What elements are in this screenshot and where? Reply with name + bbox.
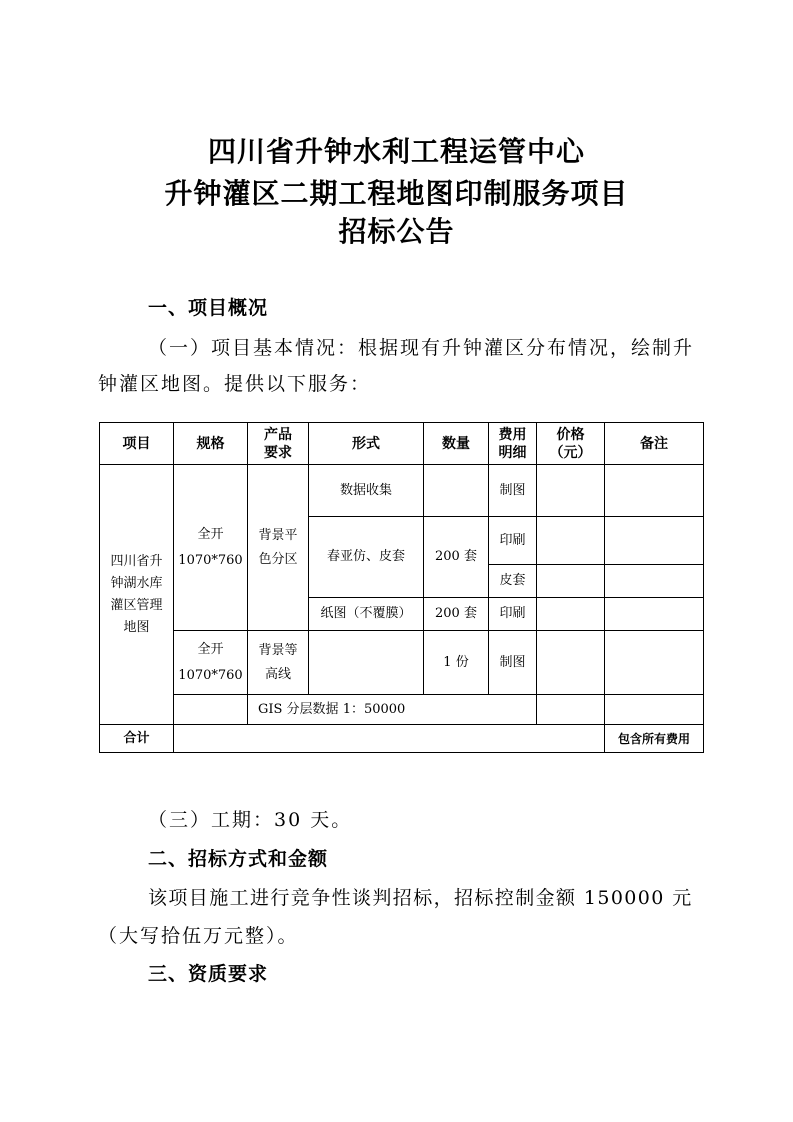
group2-qty: 1 份: [424, 631, 489, 695]
table-header-row: [100, 423, 704, 465]
service-table: [99, 422, 704, 753]
header-spec: 规格: [174, 423, 248, 465]
paper-form: 纸图（不覆膜）: [309, 598, 424, 631]
header-cost-detail: 费用明细: [489, 423, 537, 465]
paper-fee: 印刷: [489, 598, 537, 631]
section-2-line-1: 该项目施工进行竞争性谈判招标，招标控制金额 150000 元: [148, 887, 693, 909]
group1-spec-a: 全开: [197, 526, 224, 542]
spring-note-cover: [605, 565, 704, 598]
table-row: [100, 631, 704, 695]
group2-form: [309, 631, 424, 695]
spring-fee-cover: 皮套: [489, 565, 537, 598]
group2-requirement-cell: 背景等高线: [248, 631, 309, 695]
section-1-sub1-line-1: （一）项目基本情况：根据现有升钟灌区分布情况，绘制升: [148, 337, 695, 359]
group2-spec-b: 1070*760: [178, 667, 243, 683]
gis-price: [537, 695, 605, 725]
header-price: 价格（元）: [537, 423, 605, 465]
construction-period: （三）工期：30 天。: [148, 809, 353, 831]
project-name-cell: 四川省升钟湖水库灌区管理地图: [100, 465, 174, 725]
section-2-line-2: （大写拾伍万元整）。: [98, 925, 299, 947]
spring-price-cover: [537, 565, 605, 598]
group1-requirement-cell: 背景平色分区: [248, 465, 309, 631]
spring-note-print: [605, 517, 704, 565]
data-collection-qty: [424, 465, 489, 517]
title-line-1: 四川省升钟水利工程运管中心: [207, 135, 585, 168]
gis-note: [605, 695, 704, 725]
data-collection-form: 数据收集: [309, 465, 424, 517]
title-line-2: 升钟灌区二期工程地图印制服务项目: [164, 177, 629, 210]
spring-qty: 200 套: [424, 517, 489, 598]
header-requirement: 产品要求: [248, 423, 309, 465]
spring-form: 春亚仿、皮套: [309, 517, 424, 598]
group2-spec-cell: [174, 631, 248, 695]
title-line-3: 招标公告: [338, 215, 455, 248]
total-amount: [174, 725, 605, 753]
section-1-heading: 一、项目概况: [148, 297, 269, 319]
group1-spec-b: 1070*760: [178, 552, 243, 568]
data-collection-note: [605, 465, 704, 517]
table-row: [100, 695, 704, 725]
total-label: 合计: [100, 725, 174, 753]
group2-spec-a: 全开: [197, 641, 224, 657]
section-1-sub1-line-2: 钟灌区地图。提供以下服务：: [98, 373, 372, 395]
group2-fee: 制图: [489, 631, 537, 695]
header-note: 备注: [605, 423, 704, 465]
spring-fee-print: 印刷: [489, 517, 537, 565]
data-collection-price: [537, 465, 605, 517]
group2-price: [537, 631, 605, 695]
header-item: 项目: [100, 423, 174, 465]
gis-spec: [174, 695, 248, 725]
group1-spec-cell: [174, 465, 248, 631]
header-form: 形式: [309, 423, 424, 465]
header-quantity: 数量: [424, 423, 489, 465]
paper-price: [537, 598, 605, 631]
group2-note: [605, 631, 704, 695]
table-total-row: [100, 725, 704, 753]
table-row: [100, 465, 704, 517]
paper-qty: 200 套: [424, 598, 489, 631]
spring-price-print: [537, 517, 605, 565]
paper-note: [605, 598, 704, 631]
gis-data-cell: GIS 分层数据 1：50000: [248, 695, 537, 725]
section-2-heading: 二、招标方式和金额: [148, 848, 329, 870]
total-note: 包含所有费用: [605, 725, 704, 753]
data-collection-fee: 制图: [489, 465, 537, 517]
section-3-heading: 三、资质要求: [148, 963, 269, 985]
